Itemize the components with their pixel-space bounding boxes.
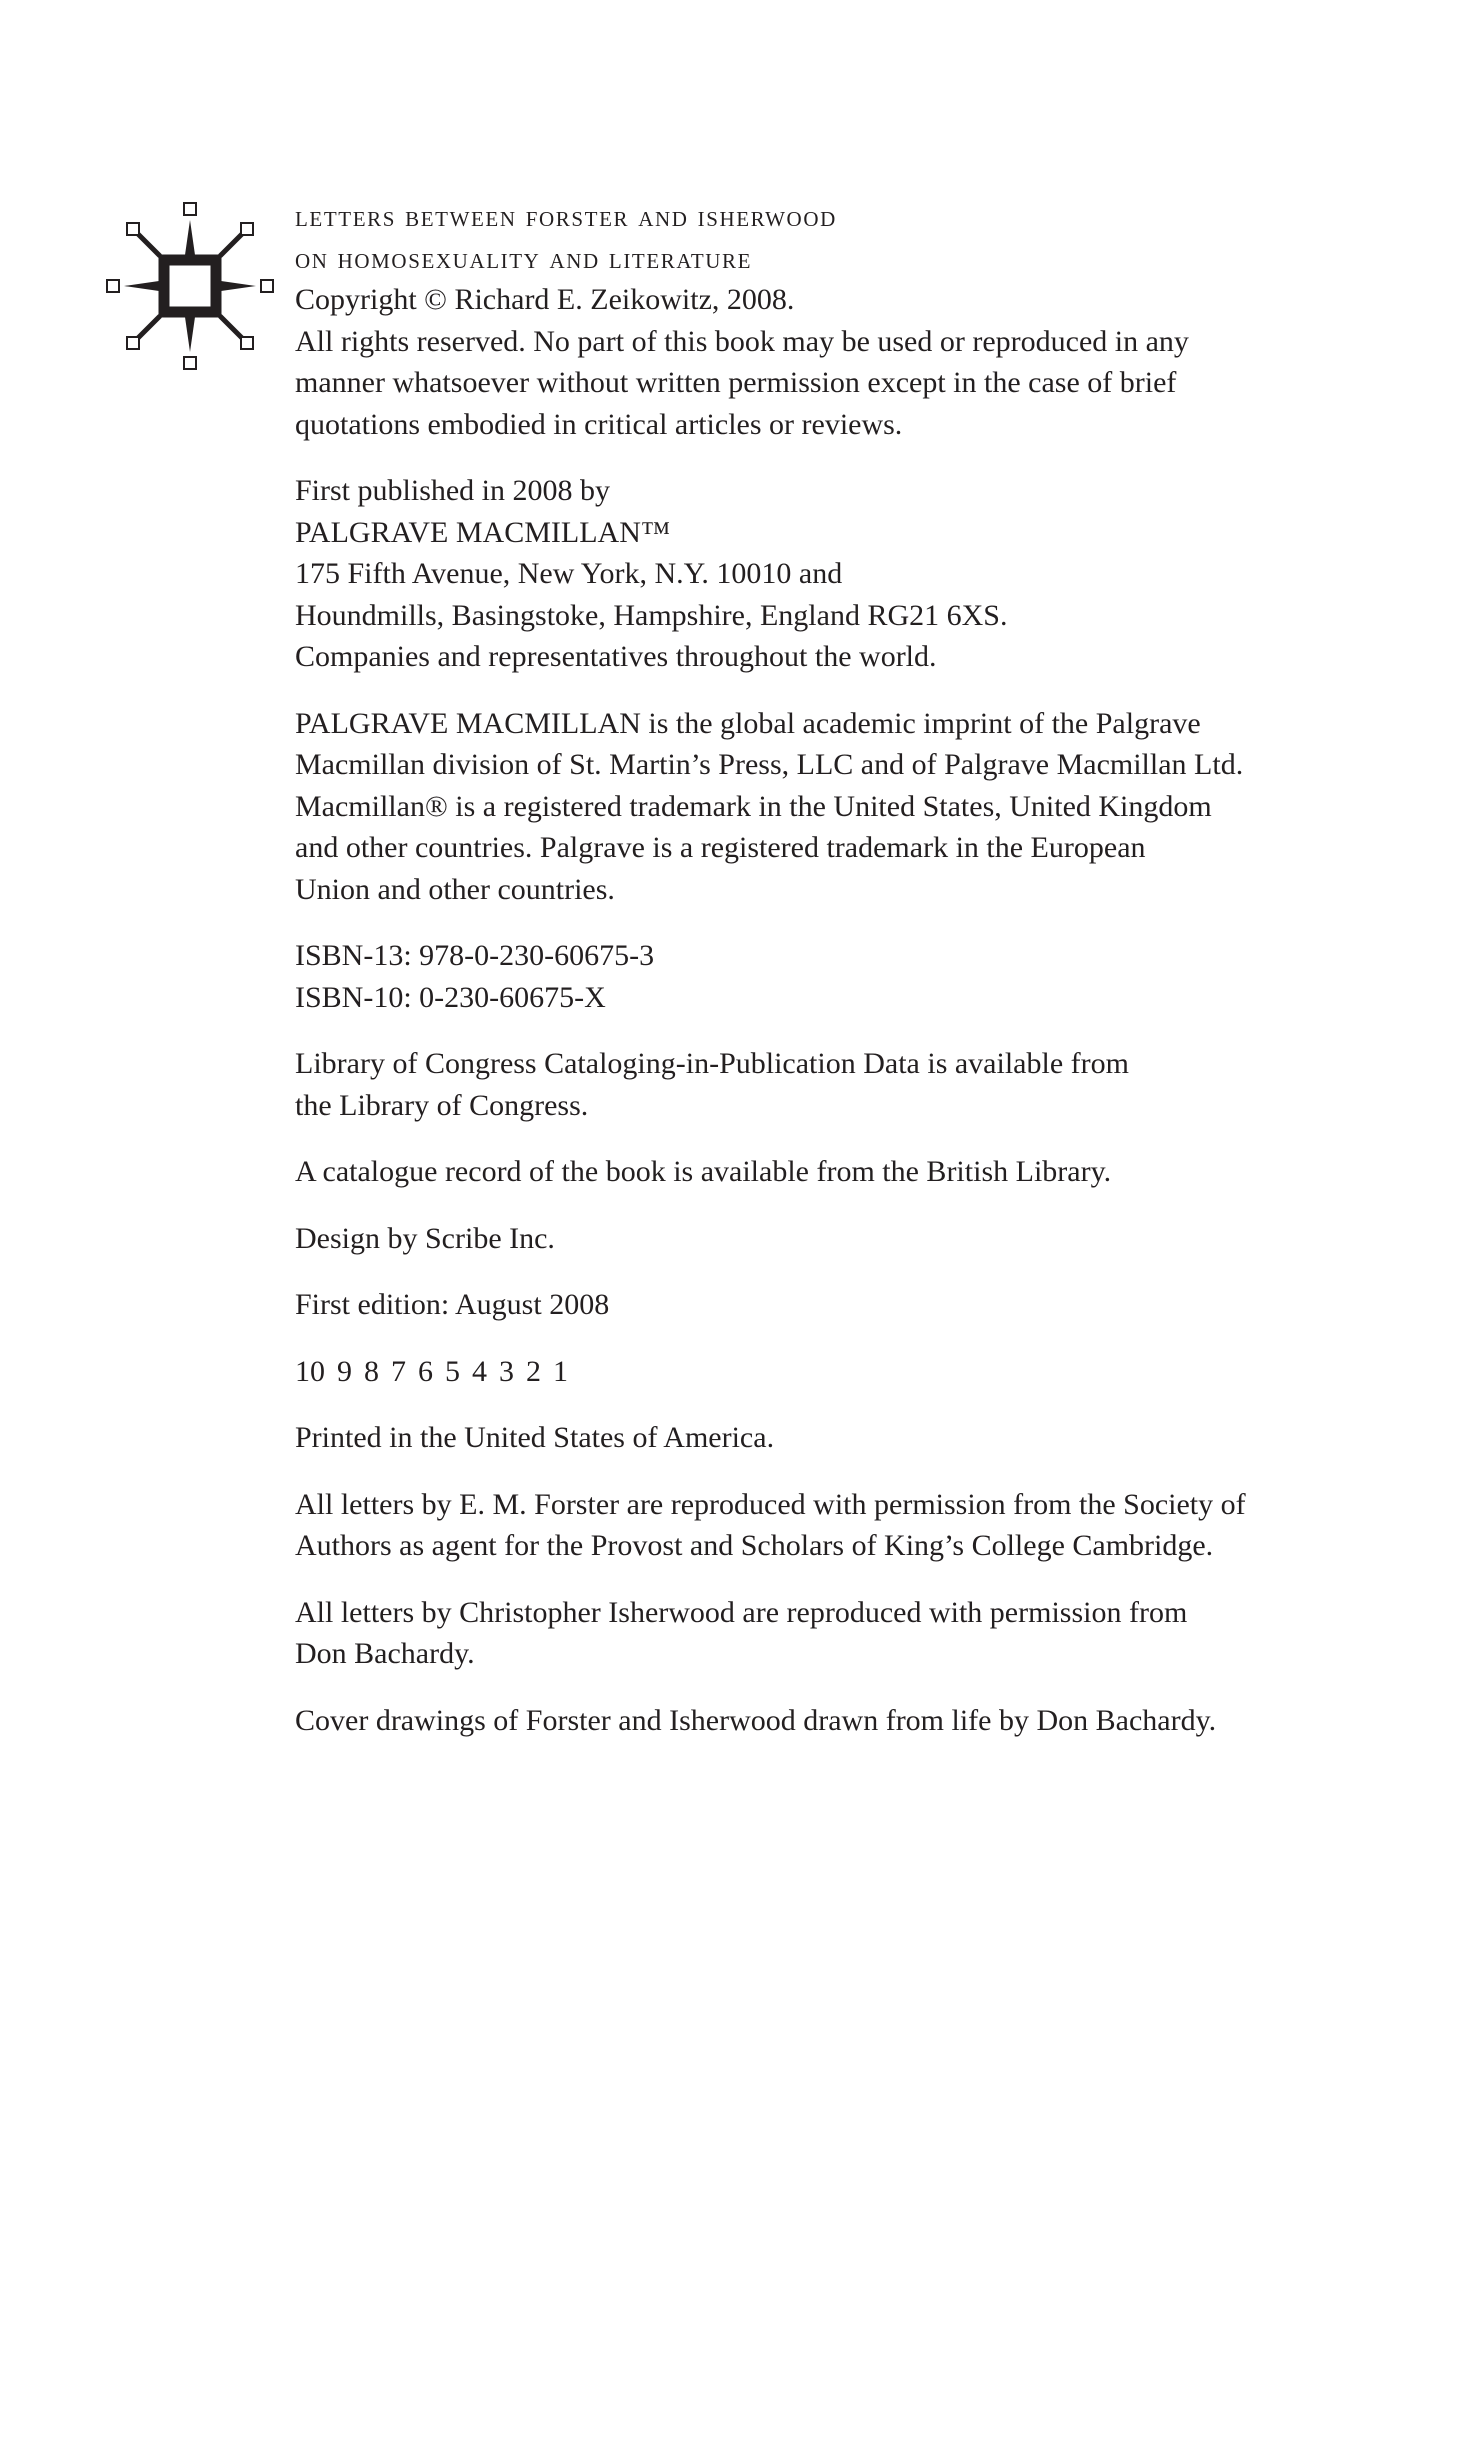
rights-line: All rights reserved. No part of this book may be used or reproduced in any bbox=[295, 324, 1189, 358]
printing-number: 9 bbox=[337, 1354, 352, 1388]
imprint-line: PALGRAVE MACMILLAN is the global academic imprint of the Palgrave bbox=[295, 706, 1201, 740]
publisher-line: Companies and representatives throughout the world. bbox=[295, 640, 937, 673]
design-line: Design by Scribe Inc. bbox=[295, 1221, 555, 1255]
publisher-line: 175 Fifth Avenue, New York, N.Y. 10010 and bbox=[295, 557, 843, 590]
compass-star-ornament-icon bbox=[104, 200, 276, 372]
printing-number: 2 bbox=[526, 1354, 541, 1388]
imprint-line: Union and other countries. bbox=[295, 872, 615, 906]
rights-line: quotations embodied in critical articles or reviews. bbox=[295, 407, 903, 441]
permission-line: Authors as agent for the Provost and Scholars of King’s College Cambridge. bbox=[295, 1529, 1214, 1562]
cover-credit bbox=[295, 1700, 1375, 1742]
forster-permission bbox=[295, 1484, 1375, 1567]
british-library-info bbox=[295, 1151, 1375, 1193]
copyright-text-block bbox=[295, 196, 1375, 1766]
printing-number: 1 bbox=[553, 1354, 568, 1388]
publisher-line: Houndmills, Basingstoke, Hampshire, England RG21 6XS. bbox=[295, 598, 1008, 632]
edition-info bbox=[295, 1284, 1375, 1326]
printing-number: 7 bbox=[391, 1354, 406, 1388]
loc-line: Library of Congress Cataloging-in-Publication Data is available from bbox=[295, 1047, 1129, 1080]
printing-number: 4 bbox=[472, 1354, 487, 1388]
cover-credit-line: Cover drawings of Forster and Isherwood drawn from life by Don Bachardy. bbox=[295, 1703, 1217, 1737]
printing-number-line bbox=[295, 1351, 1375, 1393]
isbn-info bbox=[295, 935, 1375, 1018]
design-credit bbox=[295, 1218, 1375, 1260]
permission-line: All letters by E. M. Forster are reproduced with permission from the Society of bbox=[295, 1487, 1246, 1521]
imprint-line: Macmillan® is a registered trademark in the United States, United Kingdom bbox=[295, 789, 1212, 823]
copyright-notice bbox=[295, 279, 1375, 445]
publisher-line: PALGRAVE MACMILLAN™ bbox=[295, 515, 671, 549]
isherwood-permission bbox=[295, 1592, 1375, 1675]
printed-in-info bbox=[295, 1417, 1375, 1459]
series-title bbox=[295, 196, 1375, 279]
series-title-line: letters between forster and isherwood bbox=[295, 200, 837, 233]
permission-line: Don Bachardy. bbox=[295, 1637, 475, 1670]
printing-number: 10 bbox=[295, 1354, 325, 1388]
printing-number: 5 bbox=[445, 1354, 460, 1388]
permission-line: All letters by Christopher Isherwood are reproduced with permission from bbox=[295, 1595, 1188, 1629]
isbn-13: ISBN-13: 978-0-230-60675-3 bbox=[295, 939, 655, 972]
loc-line: the Library of Congress. bbox=[295, 1088, 589, 1122]
publisher-line: First published in 2008 by bbox=[295, 474, 611, 507]
printed-in-line: Printed in the United States of America. bbox=[295, 1421, 775, 1454]
british-library-line: A catalogue record of the book is available from the British Library. bbox=[295, 1155, 1112, 1188]
edition-line: First edition: August 2008 bbox=[295, 1288, 610, 1321]
isbn-10: ISBN-10: 0-230-60675-X bbox=[295, 980, 606, 1014]
imprint-info bbox=[295, 703, 1375, 911]
imprint-line: and other countries. Palgrave is a registered trademark in the European bbox=[295, 831, 1146, 864]
series-title-line: on homosexuality and literature bbox=[295, 241, 753, 275]
printing-number: 8 bbox=[364, 1354, 379, 1388]
imprint-line: Macmillan division of St. Martin’s Press, LLC and of Palgrave Macmillan Ltd. bbox=[295, 748, 1244, 781]
printing-number: 3 bbox=[499, 1354, 514, 1388]
loc-info bbox=[295, 1043, 1375, 1126]
printing-number: 6 bbox=[418, 1354, 433, 1388]
copyright-line: Copyright © Richard E. Zeikowitz, 2008. bbox=[295, 283, 795, 316]
rights-line: manner whatsoever without written permission except in the case of brief bbox=[295, 366, 1177, 399]
publisher-info bbox=[295, 470, 1375, 678]
